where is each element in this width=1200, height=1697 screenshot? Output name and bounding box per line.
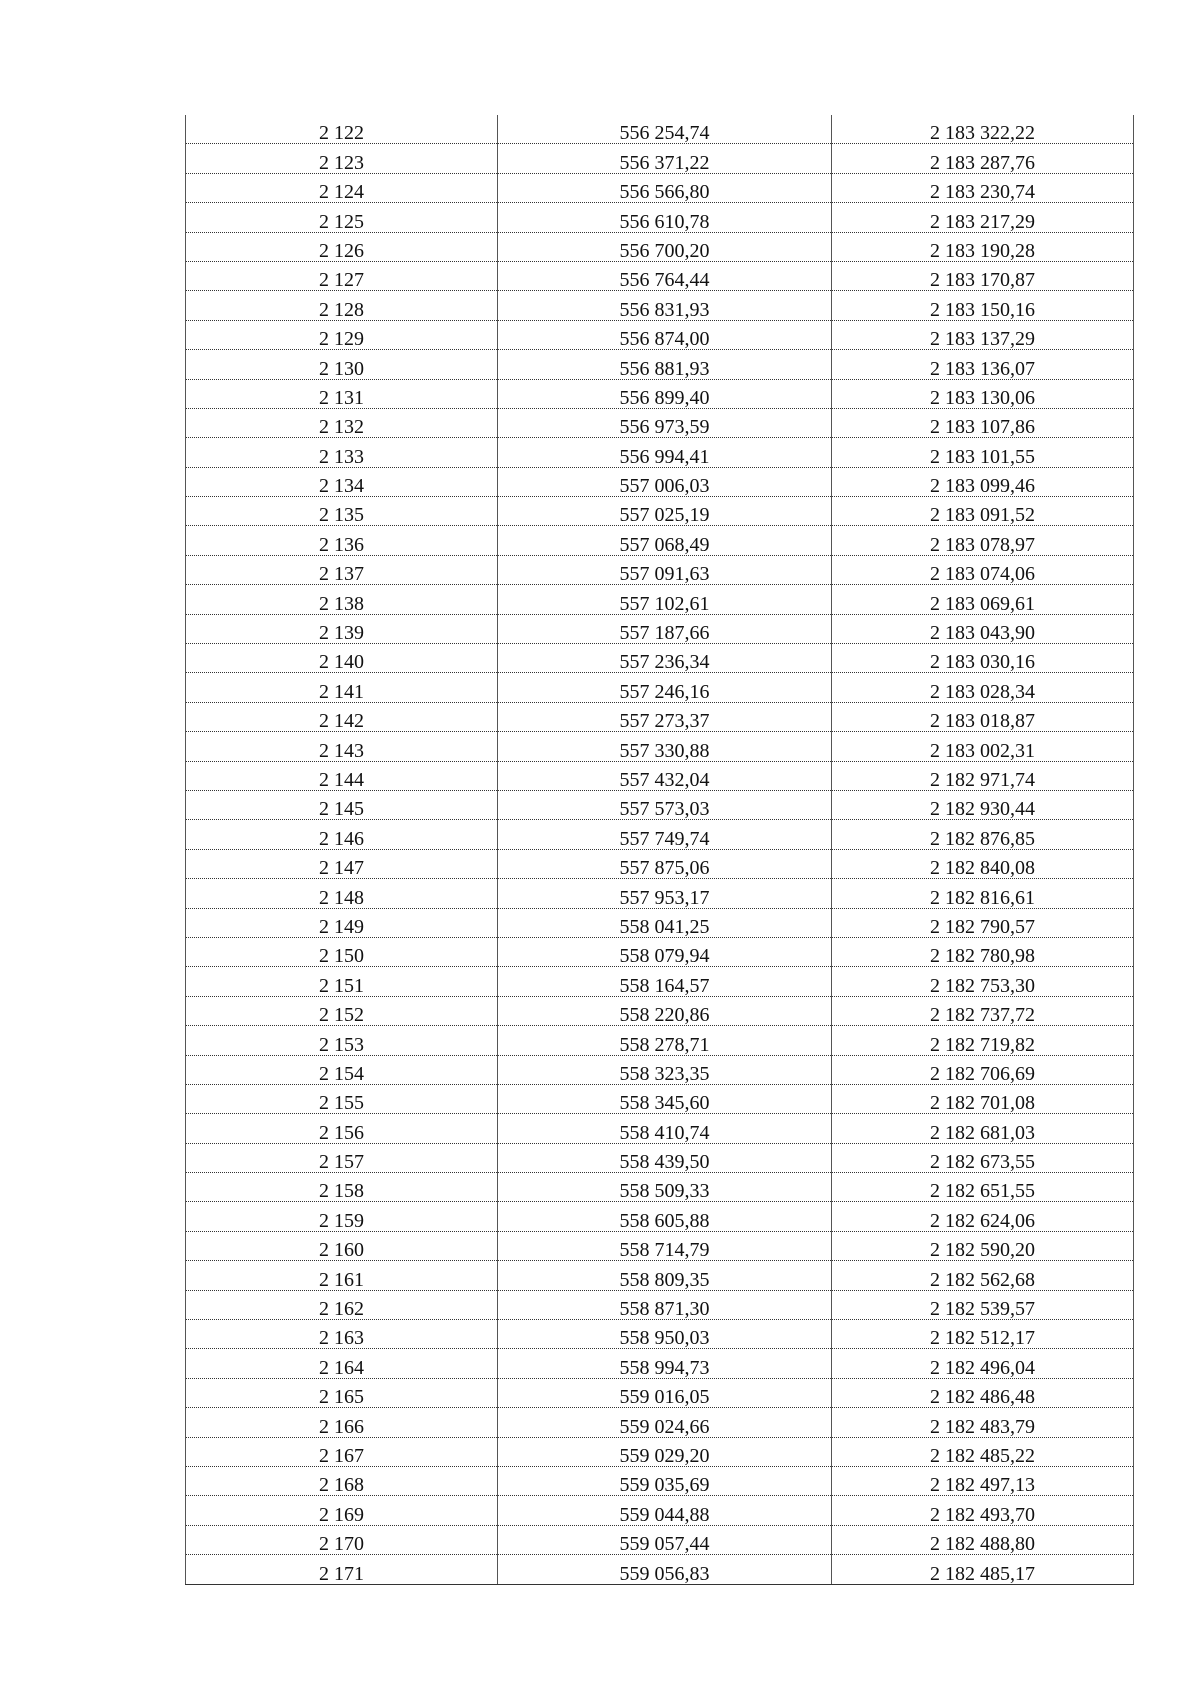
point-number-cell: 2 162 [186, 1290, 498, 1319]
table-row [186, 790, 1134, 819]
x-coordinate-cell: 558 323,35 [498, 1055, 832, 1084]
point-number-cell: 2 165 [186, 1378, 498, 1407]
point-number-cell: 2 125 [186, 203, 498, 232]
y-coordinate-cell: 2 182 681,03 [832, 1114, 1134, 1143]
x-coordinate-cell: 558 605,88 [498, 1202, 832, 1231]
table-row [186, 849, 1134, 878]
point-number-cell: 2 134 [186, 467, 498, 496]
table-row [186, 526, 1134, 555]
point-number-cell: 2 136 [186, 526, 498, 555]
point-number-cell: 2 141 [186, 673, 498, 702]
y-coordinate-cell: 2 183 107,86 [832, 408, 1134, 437]
y-coordinate-cell: 2 183 043,90 [832, 614, 1134, 643]
y-coordinate-cell: 2 182 590,20 [832, 1231, 1134, 1260]
x-coordinate-cell: 556 973,59 [498, 408, 832, 437]
coordinates-table-body [186, 115, 1134, 1584]
y-coordinate-cell: 2 183 091,52 [832, 497, 1134, 526]
table-row [186, 1055, 1134, 1084]
x-coordinate-cell: 557 006,03 [498, 467, 832, 496]
y-coordinate-cell: 2 182 876,85 [832, 820, 1134, 849]
y-coordinate-cell: 2 183 074,06 [832, 555, 1134, 584]
y-coordinate-cell: 2 183 150,16 [832, 291, 1134, 320]
point-number-cell: 2 131 [186, 379, 498, 408]
point-number-cell: 2 126 [186, 232, 498, 261]
point-number-cell: 2 142 [186, 702, 498, 731]
y-coordinate-cell: 2 182 840,08 [832, 849, 1134, 878]
y-coordinate-cell: 2 182 780,98 [832, 937, 1134, 966]
point-number-cell: 2 130 [186, 350, 498, 379]
y-coordinate-cell: 2 182 488,80 [832, 1525, 1134, 1554]
x-coordinate-cell: 556 899,40 [498, 379, 832, 408]
y-coordinate-cell: 2 182 673,55 [832, 1143, 1134, 1172]
point-number-cell: 2 133 [186, 438, 498, 467]
x-coordinate-cell: 556 831,93 [498, 291, 832, 320]
table-row [186, 291, 1134, 320]
y-coordinate-cell: 2 183 230,74 [832, 173, 1134, 202]
x-coordinate-cell: 558 950,03 [498, 1320, 832, 1349]
table-row [186, 644, 1134, 673]
x-coordinate-cell: 557 068,49 [498, 526, 832, 555]
point-number-cell: 2 150 [186, 937, 498, 966]
x-coordinate-cell: 557 187,66 [498, 614, 832, 643]
point-number-cell: 2 156 [186, 1114, 498, 1143]
point-number-cell: 2 163 [186, 1320, 498, 1349]
table-row [186, 585, 1134, 614]
point-number-cell: 2 123 [186, 144, 498, 173]
table-row [186, 1466, 1134, 1495]
y-coordinate-cell: 2 183 130,06 [832, 379, 1134, 408]
point-number-cell: 2 164 [186, 1349, 498, 1378]
table-row [186, 203, 1134, 232]
table-row [186, 820, 1134, 849]
y-coordinate-cell: 2 183 028,34 [832, 673, 1134, 702]
y-coordinate-cell: 2 183 170,87 [832, 261, 1134, 290]
y-coordinate-cell: 2 183 099,46 [832, 467, 1134, 496]
table-row [186, 937, 1134, 966]
y-coordinate-cell: 2 182 971,74 [832, 761, 1134, 790]
point-number-cell: 2 140 [186, 644, 498, 673]
point-number-cell: 2 160 [186, 1231, 498, 1260]
y-coordinate-cell: 2 182 485,17 [832, 1555, 1134, 1584]
table-row [186, 996, 1134, 1025]
point-number-cell: 2 152 [186, 996, 498, 1025]
point-number-cell: 2 155 [186, 1084, 498, 1113]
table-row [186, 1496, 1134, 1525]
y-coordinate-cell: 2 182 816,61 [832, 879, 1134, 908]
table-row [186, 908, 1134, 937]
point-number-cell: 2 171 [186, 1555, 498, 1584]
x-coordinate-cell: 558 220,86 [498, 996, 832, 1025]
y-coordinate-cell: 2 183 137,29 [832, 320, 1134, 349]
table-row [186, 1378, 1134, 1407]
table-row [186, 1261, 1134, 1290]
table-row [186, 1231, 1134, 1260]
table-row [186, 1084, 1134, 1113]
point-number-cell: 2 132 [186, 408, 498, 437]
x-coordinate-cell: 559 024,66 [498, 1408, 832, 1437]
point-number-cell: 2 124 [186, 173, 498, 202]
table-row [186, 761, 1134, 790]
point-number-cell: 2 137 [186, 555, 498, 584]
y-coordinate-cell: 2 182 496,04 [832, 1349, 1134, 1378]
point-number-cell: 2 145 [186, 790, 498, 819]
table-row [186, 232, 1134, 261]
point-number-cell: 2 169 [186, 1496, 498, 1525]
y-coordinate-cell: 2 183 078,97 [832, 526, 1134, 555]
x-coordinate-cell: 558 809,35 [498, 1261, 832, 1290]
table-row [186, 732, 1134, 761]
table-row [186, 1026, 1134, 1055]
table-row [186, 1437, 1134, 1466]
point-number-cell: 2 167 [186, 1437, 498, 1466]
point-number-cell: 2 154 [186, 1055, 498, 1084]
table-row [186, 555, 1134, 584]
y-coordinate-cell: 2 182 624,06 [832, 1202, 1134, 1231]
y-coordinate-cell: 2 183 030,16 [832, 644, 1134, 673]
y-coordinate-cell: 2 182 651,55 [832, 1173, 1134, 1202]
x-coordinate-cell: 558 041,25 [498, 908, 832, 937]
x-coordinate-cell: 557 246,16 [498, 673, 832, 702]
table-row [186, 1320, 1134, 1349]
x-coordinate-cell: 556 881,93 [498, 350, 832, 379]
y-coordinate-cell: 2 183 217,29 [832, 203, 1134, 232]
x-coordinate-cell: 556 994,41 [498, 438, 832, 467]
x-coordinate-cell: 557 091,63 [498, 555, 832, 584]
point-number-cell: 2 148 [186, 879, 498, 908]
table-row [186, 967, 1134, 996]
y-coordinate-cell: 2 182 497,13 [832, 1466, 1134, 1495]
y-coordinate-cell: 2 182 790,57 [832, 908, 1134, 937]
point-number-cell: 2 157 [186, 1143, 498, 1172]
x-coordinate-cell: 556 371,22 [498, 144, 832, 173]
table-row [186, 1202, 1134, 1231]
point-number-cell: 2 122 [186, 115, 498, 144]
table-row [186, 144, 1134, 173]
y-coordinate-cell: 2 183 136,07 [832, 350, 1134, 379]
y-coordinate-cell: 2 183 002,31 [832, 732, 1134, 761]
x-coordinate-cell: 556 254,74 [498, 115, 832, 144]
y-coordinate-cell: 2 183 287,76 [832, 144, 1134, 173]
x-coordinate-cell: 557 025,19 [498, 497, 832, 526]
x-coordinate-cell: 559 057,44 [498, 1525, 832, 1554]
point-number-cell: 2 153 [186, 1026, 498, 1055]
table-row [186, 614, 1134, 643]
table-row [186, 1408, 1134, 1437]
y-coordinate-cell: 2 183 018,87 [832, 702, 1134, 731]
point-number-cell: 2 135 [186, 497, 498, 526]
x-coordinate-cell: 558 509,33 [498, 1173, 832, 1202]
x-coordinate-cell: 558 439,50 [498, 1143, 832, 1172]
point-number-cell: 2 128 [186, 291, 498, 320]
x-coordinate-cell: 556 874,00 [498, 320, 832, 349]
point-number-cell: 2 146 [186, 820, 498, 849]
x-coordinate-cell: 558 871,30 [498, 1290, 832, 1319]
y-coordinate-cell: 2 183 101,55 [832, 438, 1134, 467]
x-coordinate-cell: 559 044,88 [498, 1496, 832, 1525]
table-row [186, 1114, 1134, 1143]
table-row [186, 1555, 1134, 1584]
table-row [186, 320, 1134, 349]
x-coordinate-cell: 557 749,74 [498, 820, 832, 849]
y-coordinate-cell: 2 182 493,70 [832, 1496, 1134, 1525]
point-number-cell: 2 129 [186, 320, 498, 349]
x-coordinate-cell: 558 079,94 [498, 937, 832, 966]
x-coordinate-cell: 557 953,17 [498, 879, 832, 908]
y-coordinate-cell: 2 182 719,82 [832, 1026, 1134, 1055]
x-coordinate-cell: 556 610,78 [498, 203, 832, 232]
y-coordinate-cell: 2 182 539,57 [832, 1290, 1134, 1319]
coordinates-table [185, 115, 1134, 1585]
y-coordinate-cell: 2 182 562,68 [832, 1261, 1134, 1290]
point-number-cell: 2 168 [186, 1466, 498, 1495]
x-coordinate-cell: 558 410,74 [498, 1114, 832, 1143]
point-number-cell: 2 139 [186, 614, 498, 643]
point-number-cell: 2 170 [186, 1525, 498, 1554]
x-coordinate-cell: 557 875,06 [498, 849, 832, 878]
y-coordinate-cell: 2 182 701,08 [832, 1084, 1134, 1113]
y-coordinate-cell: 2 182 483,79 [832, 1408, 1134, 1437]
table-row [186, 1290, 1134, 1319]
point-number-cell: 2 166 [186, 1408, 498, 1437]
y-coordinate-cell: 2 183 190,28 [832, 232, 1134, 261]
y-coordinate-cell: 2 182 512,17 [832, 1320, 1134, 1349]
x-coordinate-cell: 556 764,44 [498, 261, 832, 290]
x-coordinate-cell: 557 273,37 [498, 702, 832, 731]
x-coordinate-cell: 557 330,88 [498, 732, 832, 761]
table-row [186, 1525, 1134, 1554]
table-row [186, 350, 1134, 379]
point-number-cell: 2 161 [186, 1261, 498, 1290]
x-coordinate-cell: 557 236,34 [498, 644, 832, 673]
y-coordinate-cell: 2 182 485,22 [832, 1437, 1134, 1466]
x-coordinate-cell: 558 994,73 [498, 1349, 832, 1378]
point-number-cell: 2 151 [186, 967, 498, 996]
table-row [186, 1349, 1134, 1378]
point-number-cell: 2 159 [186, 1202, 498, 1231]
table-row [186, 673, 1134, 702]
y-coordinate-cell: 2 183 069,61 [832, 585, 1134, 614]
table-row [186, 115, 1134, 144]
table-row [186, 497, 1134, 526]
table-row [186, 173, 1134, 202]
point-number-cell: 2 144 [186, 761, 498, 790]
x-coordinate-cell: 559 029,20 [498, 1437, 832, 1466]
y-coordinate-cell: 2 182 706,69 [832, 1055, 1134, 1084]
x-coordinate-cell: 556 700,20 [498, 232, 832, 261]
x-coordinate-cell: 559 016,05 [498, 1378, 832, 1407]
x-coordinate-cell: 558 714,79 [498, 1231, 832, 1260]
x-coordinate-cell: 557 102,61 [498, 585, 832, 614]
table-row [186, 261, 1134, 290]
point-number-cell: 2 143 [186, 732, 498, 761]
y-coordinate-cell: 2 182 737,72 [832, 996, 1134, 1025]
point-number-cell: 2 158 [186, 1173, 498, 1202]
table-row [186, 467, 1134, 496]
table-row [186, 1173, 1134, 1202]
table-row [186, 1143, 1134, 1172]
table-row [186, 408, 1134, 437]
y-coordinate-cell: 2 183 322,22 [832, 115, 1134, 144]
y-coordinate-cell: 2 182 486,48 [832, 1378, 1134, 1407]
y-coordinate-cell: 2 182 930,44 [832, 790, 1134, 819]
point-number-cell: 2 149 [186, 908, 498, 937]
table-row [186, 379, 1134, 408]
x-coordinate-cell: 558 345,60 [498, 1084, 832, 1113]
x-coordinate-cell: 559 056,83 [498, 1555, 832, 1584]
point-number-cell: 2 147 [186, 849, 498, 878]
table-row [186, 702, 1134, 731]
x-coordinate-cell: 557 573,03 [498, 790, 832, 819]
x-coordinate-cell: 558 278,71 [498, 1026, 832, 1055]
x-coordinate-cell: 559 035,69 [498, 1466, 832, 1495]
y-coordinate-cell: 2 182 753,30 [832, 967, 1134, 996]
point-number-cell: 2 127 [186, 261, 498, 290]
x-coordinate-cell: 556 566,80 [498, 173, 832, 202]
x-coordinate-cell: 557 432,04 [498, 761, 832, 790]
table-row [186, 438, 1134, 467]
table-row [186, 879, 1134, 908]
x-coordinate-cell: 558 164,57 [498, 967, 832, 996]
point-number-cell: 2 138 [186, 585, 498, 614]
